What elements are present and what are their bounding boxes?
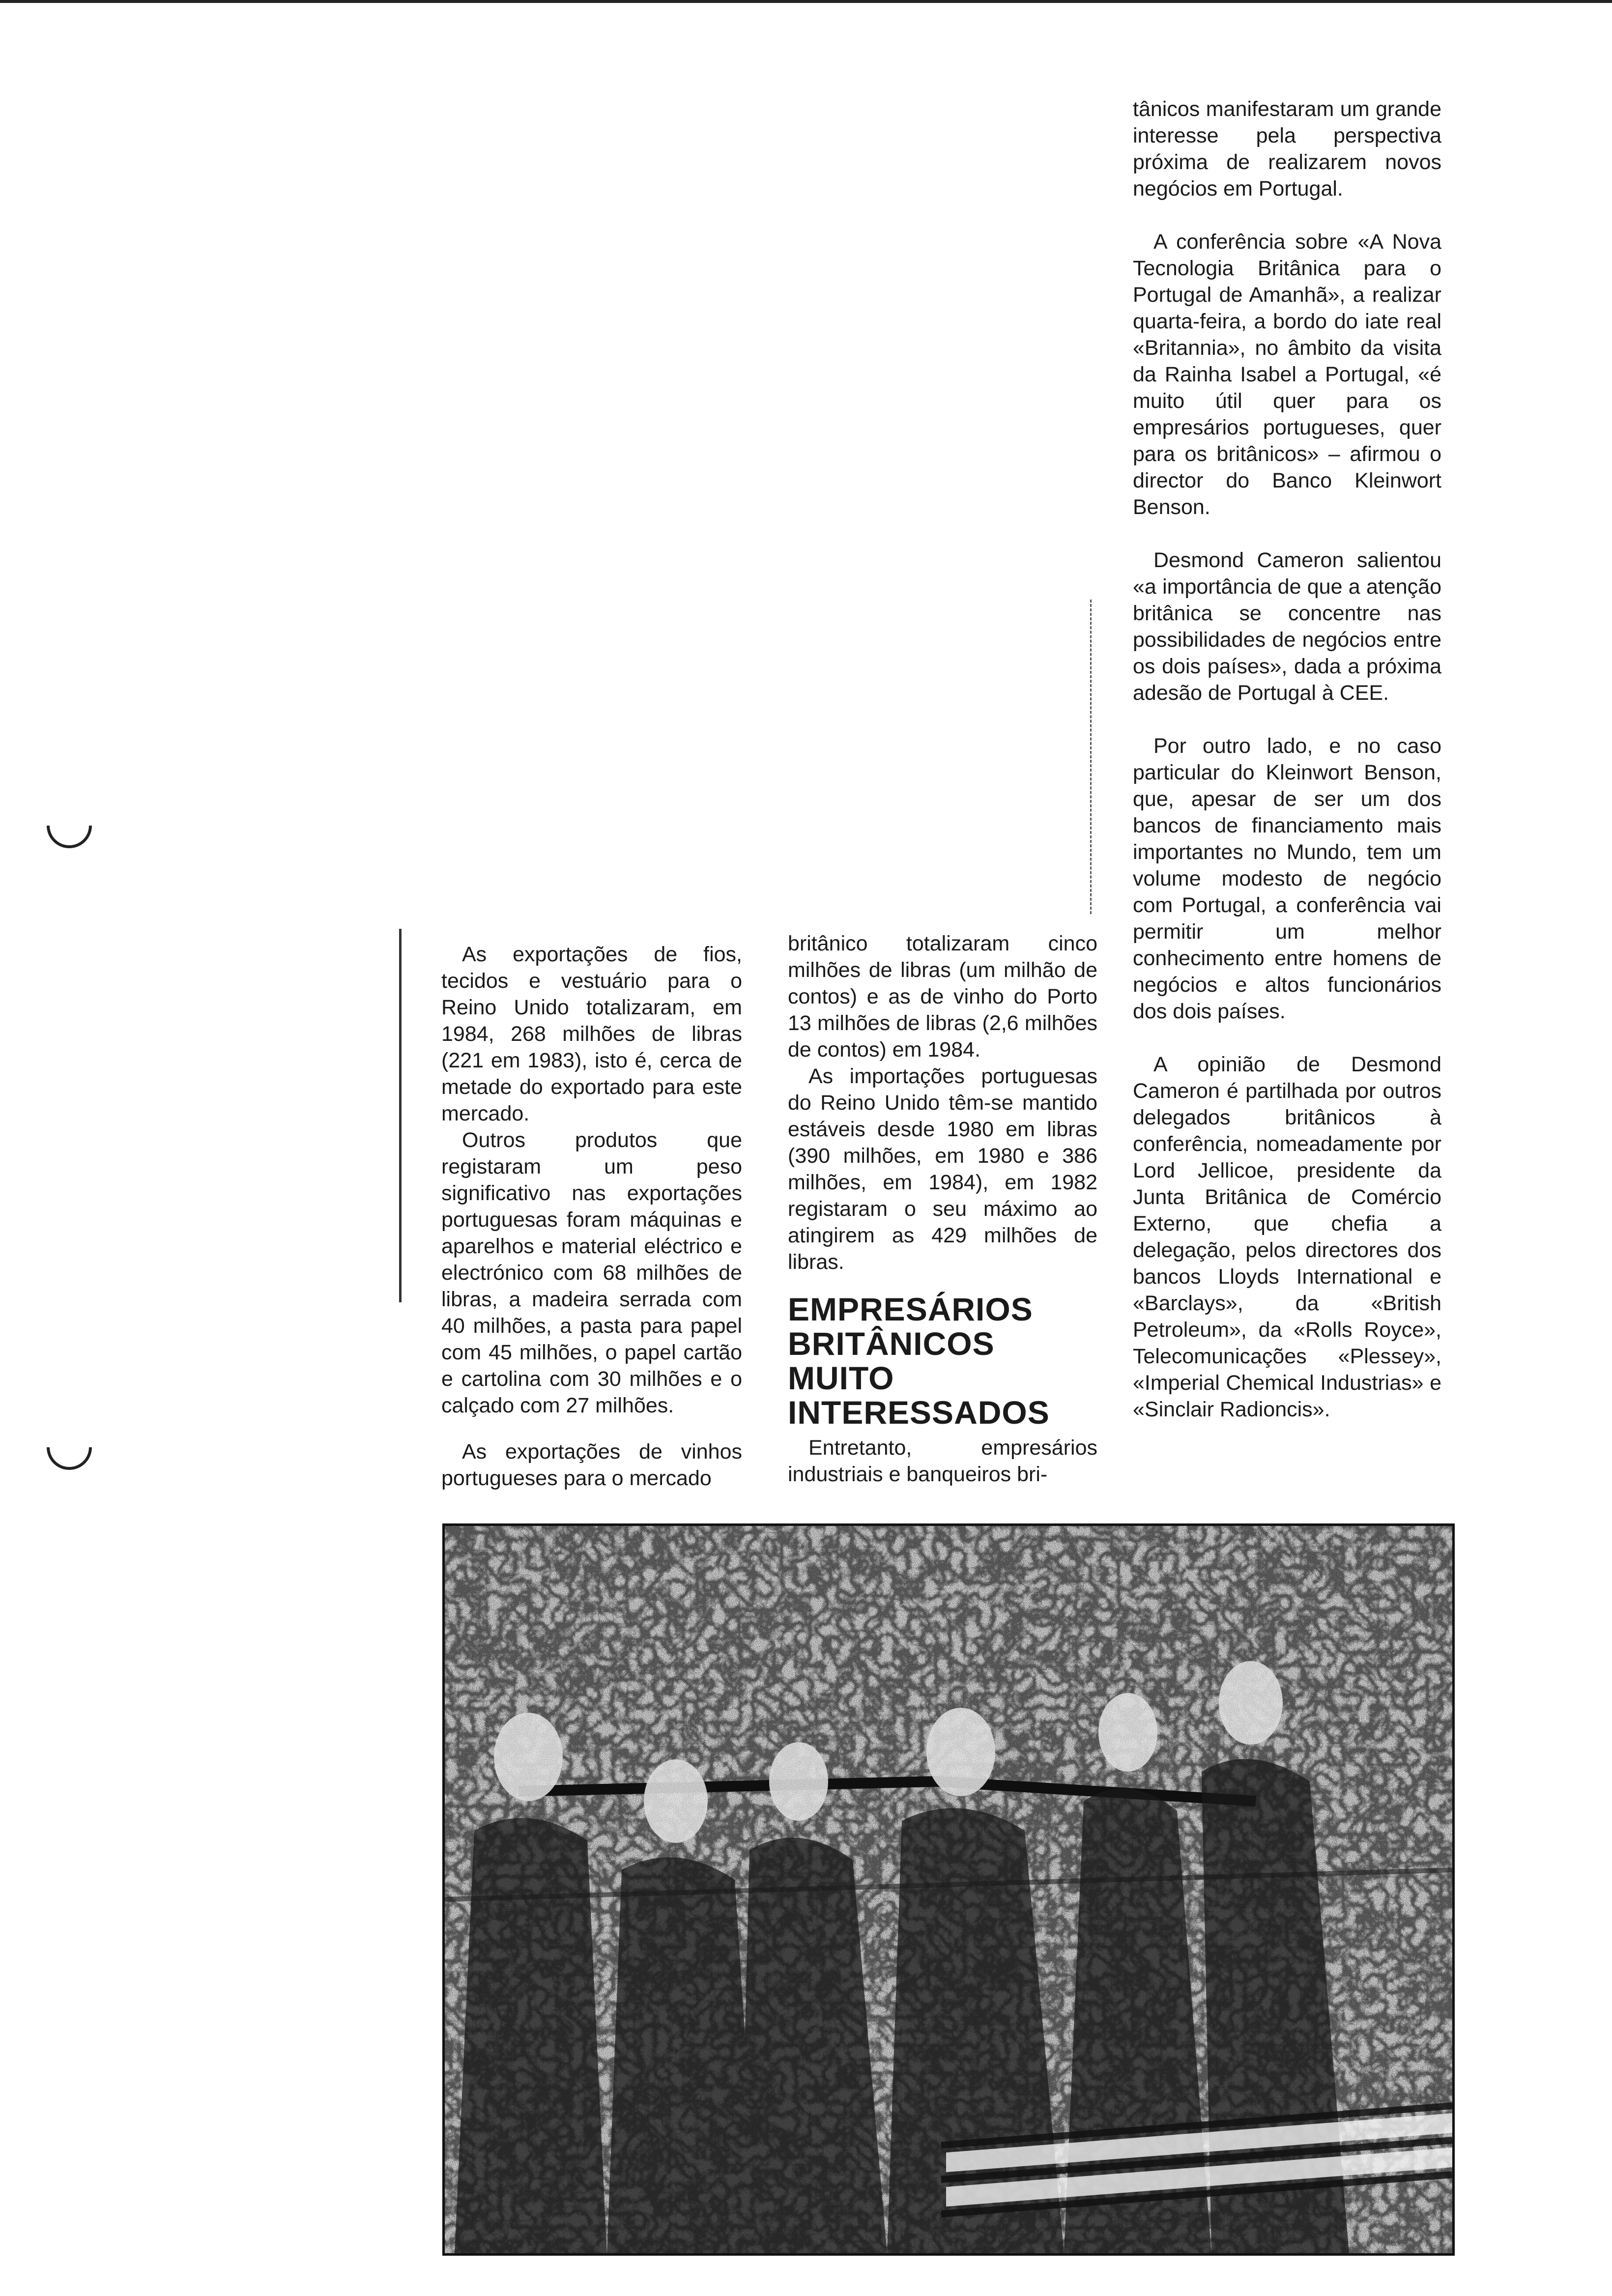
paragraph: As importações portuguesas do Reino Unido têm-se mantido estáveis desde 1980 em libras (390 milhões, em 1980 e 386 milhões, em 1984), em 1982 registaram o seu máximo ao atingirem as 429 milhões de libras. <box>788 1064 1097 1274</box>
punch-hole-mark-upper <box>47 826 92 848</box>
article-column-1 <box>441 941 742 1492</box>
crowd-photo-image <box>445 1526 1452 2253</box>
paragraph: Desmond Cameron salientou «a importância de que a atenção britânica se concentre nas possibilidades de negócios entre os dois países», dada a próxima adesão de Portugal à CEE. <box>1133 548 1441 705</box>
paragraph: A conferência sobre «A Nova Tecnologia Britânica para o Portugal de Amanhã», a realizar quarta-feira, a bordo do iate real «Britannia», no âmbito da visita da Rainha Isabel a Portugal, «é muito útil quer para os empresários portugueses, quer para os britânicos» – afirmou o director do Banco Kleinwort Benson. <box>1133 230 1441 519</box>
top-border-line <box>0 0 1612 3</box>
article-column-3 <box>1133 96 1441 1423</box>
paragraph: A opinião de Desmond Cameron é partilhada por outros delegados britânicos à conferência, nomeadamente por Lord Jellicoe, presidente da Junta Britânica de Comércio Externo, que chefia a delegação, pelos directores dos bancos Lloyds International e «Barclays», da «British Petroleum», da «Rolls Royce», Telecomunicações «Plessey», «Imperial Chemical Industrias» e «Sinclair Radioncis». <box>1133 1053 1441 1421</box>
punch-hole-mark-lower <box>47 1447 92 1470</box>
paragraph: As exportações de fios, tecidos e vestuário para o Reino Unido totalizaram, em 1984, 268 milhões de libras (221 em 1983), isto é, cerca de metade do exportado para este mercado. <box>441 943 742 1125</box>
column-rule-dashed <box>1090 600 1092 914</box>
paragraph: tânicos manifestaram um grande interesse pela perspectiva próxima de realizarem novos negócios em Portugal. <box>1133 97 1441 201</box>
paragraph: Entretanto, empresários industriais e banqueiros bri- <box>788 1436 1097 1486</box>
paragraph: Por outro lado, e no caso particular do Kleinwort Benson, que, apesar de ser um dos bancos de financiamento mais importantes no Mundo, tem um volume modesto de negócio com Portugal, a conferência vai permitir um melhor conhecimento entre homens de negócios e altos funcionários dos dois países. <box>1133 734 1441 1023</box>
paragraph: britânico totalizaram cinco milhões de libras (um milhão de contos) e as de vinho do Porto 13 milhões de libras (2,6 milhões de contos) em 1984. <box>788 932 1097 1062</box>
paragraph: Outros produtos que registaram um peso significativo nas exportações portuguesas foram máquinas e aparelhos e material eléctrico e electrónico com 68 milhões de libras, a madeira serrada com 40 milhões, a pasta para papel com 45 milhões, o papel cartão e cartolina com 30 milhões e o calçado com 27 milhões. <box>441 1128 742 1417</box>
article-column-2 <box>788 930 1097 1488</box>
paragraph: As exportações de vinhos portugueses para o mercado <box>441 1440 742 1490</box>
column-rule-left <box>399 929 402 1302</box>
crowd-photograph <box>442 1523 1455 2256</box>
section-headline: EMPRESÁRIOS BRITÂNICOS MUITO INTERESSADOS <box>788 1291 1050 1431</box>
